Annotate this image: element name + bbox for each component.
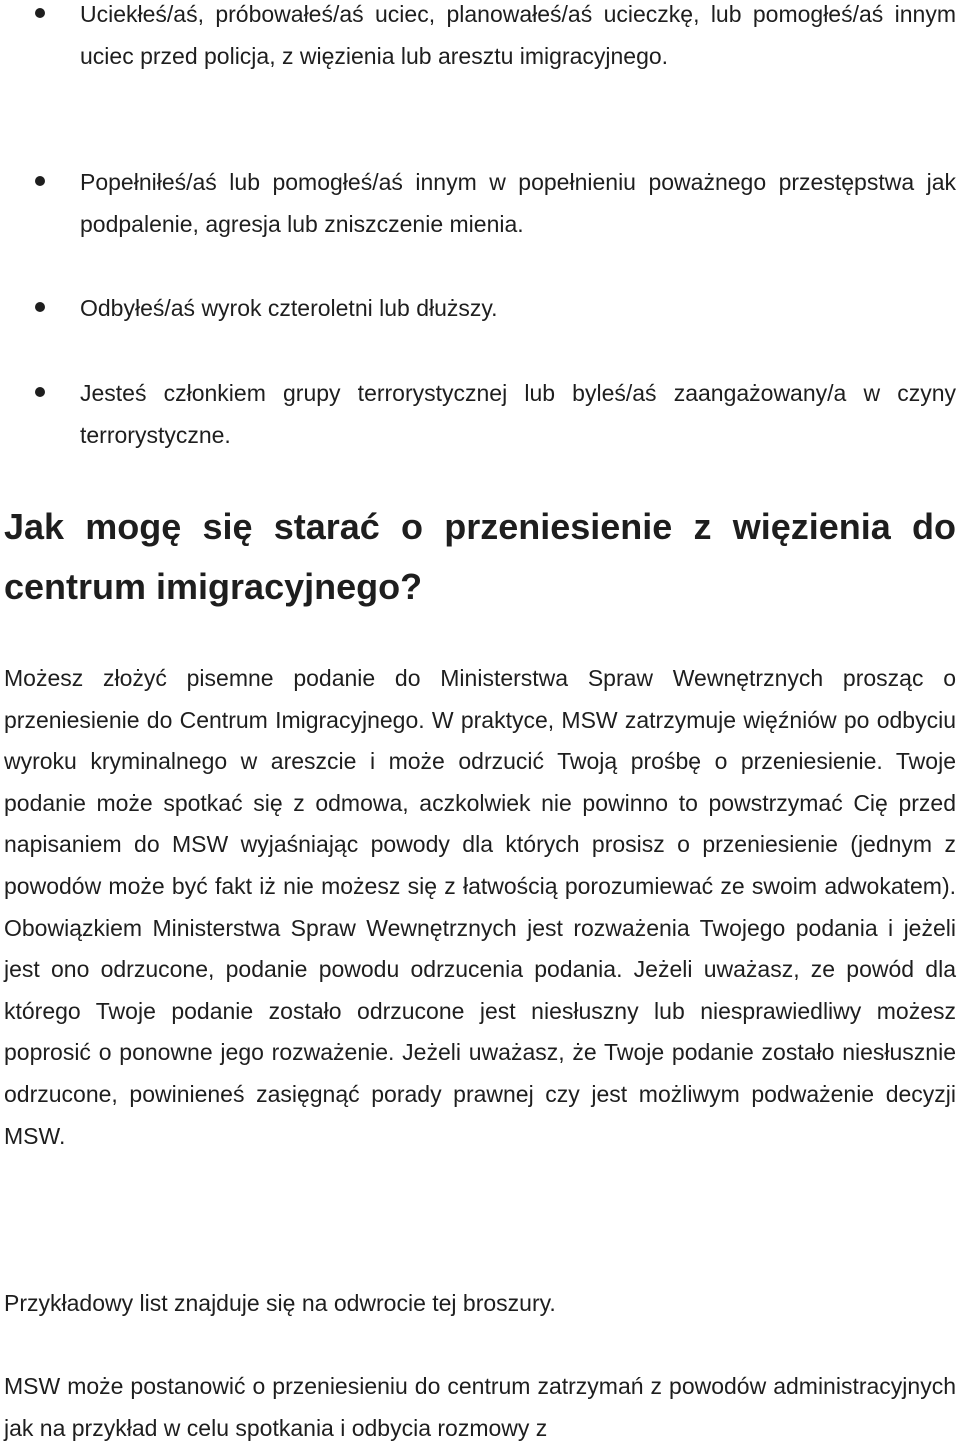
bullet-text: Popełniłeś/aś lub pomogłeś/aś innym w popełnieniu poważnego przestępstwa jak podpalenie, agresja lub zniszczenie mienia. [80, 169, 956, 237]
bullet-text: Odbyłeś/aś wyrok czteroletni lub dłuższy. [80, 295, 498, 321]
body-paragraph: Przykładowy list znajduje się na odwrocie tej broszury. [4, 1290, 556, 1316]
body-paragraph: Możesz złożyć pisemne podanie do Ministerstwa Spraw Wewnętrznych prosząc o przeniesienie do Centrum Imigracyjnego. W praktyce, MSW zatrzymuje więźniów po odbyciu wyroku kryminalnego w areszcie i może odrzucić Twoją prośbę o przeniesienie. Twoje podanie może spotkać się z odmowa, aczkolwiek nie powinno to powstrzymać Cię przed napisaniem do MSW wyjaśniając powody dla których prosisz o przeniesienie (jednym z powodów może być fakt iż nie możesz się z łatwością porozumiewać ze swoim adwokatem). Obowiązkiem Ministerstwa Spraw Wewnętrznych jest rozważenia Twojego podania i jeżeli jest ono odrzucone, podanie powodu odrzucenia podania. Jeżeli uważasz, ze powód dla którego Twoje podanie zostało odrzucone jest niesłuszny lub niesprawiedliwy możesz poprosić o ponowne jego rozważenie. Jeżeli uważasz, że Twoje podanie zostało niesłusznie odrzucone, powinieneś zasięgnąć porady prawnej czy jest możliwym podważenie decyzji MSW. [4, 665, 956, 1149]
bullet-dot-icon [35, 176, 45, 186]
section-heading: Jak mogę się starać o przeniesienie z więzienia do centrum imigracyjnego? [4, 506, 956, 607]
bullet-dot-icon [35, 8, 45, 18]
bullet-dot-icon [35, 387, 45, 397]
bullet-item [80, 161, 956, 245]
bullet-dot-icon [35, 302, 45, 312]
bullet-item [80, 287, 956, 329]
bullet-text: Jesteś członkiem grupy terrorystycznej lub byleś/aś zaangażowany/a w czyny terrorystyczne. [80, 380, 956, 448]
bullet-text: Uciekłeś/aś, próbowałeś/aś uciec, planowałeś/aś ucieczkę, lub pomogłeś/aś innym uciec przed policja, z więzienia lub aresztu imigracyjnego. [80, 1, 956, 69]
body-paragraph: MSW może postanowić o przeniesieniu do centrum zatrzymań z powodów administracyjnych jak na przykład w celu spotkania i odbycia rozmowy z [4, 1373, 956, 1441]
bullet-item [80, 0, 956, 77]
bullet-item [80, 372, 956, 456]
